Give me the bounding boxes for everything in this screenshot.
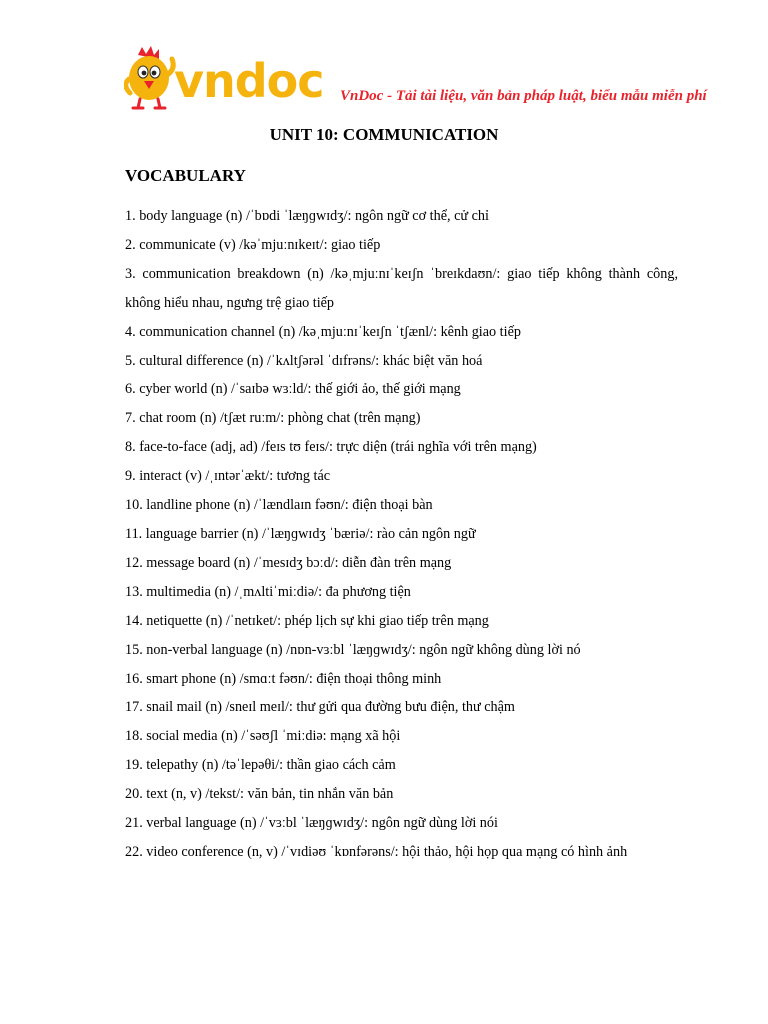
vocab-item: 2. communicate (v) /kəˈmjuːnɪkeɪt/: giao tiếp <box>125 236 381 253</box>
vocab-item: 21. verbal language (n) /ˈvɜːbl ˈlæŋɡwɪdʒ/: ngôn ngữ dùng lời nói <box>125 815 498 832</box>
vndoc-logo <box>124 45 334 111</box>
vocab-item: 17. snail mail (n) /sneɪl meɪl/: thư gửi qua đường bưu điện, thư chậm <box>125 699 515 716</box>
vocab-item: 20. text (n, v) /tekst/: văn bản, tin nhắn văn bản <box>125 786 394 803</box>
vocab-item: 11. language barrier (n) /ˈlæŋɡwɪdʒ ˈbæriə/: rào cản ngôn ngữ <box>125 525 476 542</box>
vocab-item: 18. social media (n) /ˈsəʊʃl ˈmiːdiə: mạng xã hội <box>125 728 401 745</box>
site-tagline: VnDoc - Tải tài liệu, văn bản pháp luật, biểu mẫu miễn phí <box>340 88 707 104</box>
vocab-item: 16. smart phone (n) /smɑːt fəʊn/: điện thoại thông minh <box>125 670 442 687</box>
vocab-item: 5. cultural difference (n) /ˈkʌltʃərəl ˈdɪfrəns/: khác biệt văn hoá <box>125 352 483 369</box>
vocab-item: 10. landline phone (n) /ˈlændlaɪn fəʊn/: điện thoại bàn <box>125 497 433 514</box>
page-header <box>124 45 707 111</box>
vocab-item: 14. netiquette (n) /ˈnetɪket/: phép lịch sự khi giao tiếp trên mạng <box>125 612 489 629</box>
vocab-item: 3. communication breakdown (n) /kəˌmjuːnɪˈkeɪʃn ˈbreɪkdaʊn/: giao tiếp không thành công, không hiểu nhau, ngưng trệ giao tiếp <box>125 265 678 311</box>
logo-text: vndoc <box>174 54 324 108</box>
vocabulary-list <box>125 202 678 867</box>
section-heading: VOCABULARY <box>125 166 246 185</box>
vocab-item: 4. communication channel (n) /kəˌmjuːnɪˈkeɪʃn ˈtʃænl/: kênh giao tiếp <box>125 323 521 340</box>
vocab-item: 22. video conference (n, v) /ˈvɪdiəʊ ˈkɒnfərəns/: hội thảo, hội họp qua mạng có hình ảnh <box>125 843 628 860</box>
page-title: UNIT 10: COMMUNICATION <box>269 125 499 144</box>
vocab-item: 13. multimedia (n) /ˌmʌltiˈmiːdiə/: đa phương tiện <box>125 583 411 600</box>
vocab-item: 9. interact (v) /ˌɪntərˈækt/: tương tác <box>125 468 331 485</box>
vocab-item: 19. telepathy (n) /təˈlepəθi/: thần giao cách cảm <box>125 757 396 774</box>
vocab-item: 6. cyber world (n) /ˈsaɪbə wɜːld/: thế giới ảo, thế giới mạng <box>125 381 461 398</box>
vocab-item: 12. message board (n) /ˈmesɪdʒ bɔːd/: diễn đàn trên mạng <box>125 554 452 571</box>
vocab-item: 15. non-verbal language (n) /nɒn-vɜːbl ˈlæŋɡwɪdʒ/: ngôn ngữ không dùng lời nó <box>125 641 581 658</box>
vocab-item: 7. chat room (n) /tʃæt ruːm/: phòng chat (trên mạng) <box>125 410 421 427</box>
vocab-item: 8. face-to-face (adj, ad) /feɪs tʊ feɪs/: trực diện (trái nghĩa với trên mạng) <box>125 439 537 456</box>
chick-mascot-icon <box>126 46 173 108</box>
vocab-item: 1. body language (n) /ˈbɒdi ˈlæŋɡwɪdʒ/: ngôn ngữ cơ thể, cử chỉ <box>125 208 489 224</box>
